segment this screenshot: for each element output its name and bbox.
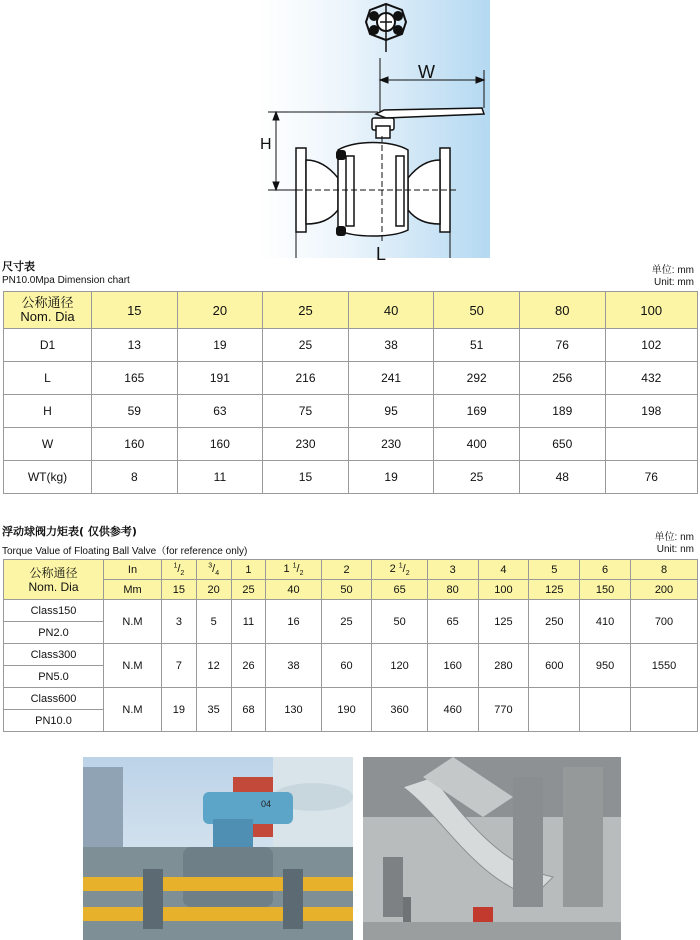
table-cell bbox=[529, 688, 580, 732]
table-cell: 950 bbox=[580, 644, 631, 688]
mm-size-cell: 125 bbox=[529, 580, 580, 600]
in-size-cell: 2 bbox=[321, 560, 372, 580]
lever bbox=[372, 108, 484, 138]
table-cell: 19 bbox=[177, 329, 263, 362]
table-cell: 160 bbox=[177, 428, 263, 461]
in-size-cell: 1 $^1/_2$ bbox=[266, 560, 321, 580]
dimension-title-cn: 尺寸表 bbox=[2, 260, 35, 273]
table-cell: 190 bbox=[321, 688, 372, 732]
size-cell: 50 bbox=[434, 292, 520, 329]
table-cell: 1550 bbox=[631, 644, 698, 688]
in-size-cell: 5 bbox=[529, 560, 580, 580]
table-cell: 65 bbox=[427, 600, 478, 644]
table-cell: 460 bbox=[427, 688, 478, 732]
table-cell: 280 bbox=[478, 644, 529, 688]
mm-size-cell: 100 bbox=[478, 580, 529, 600]
w-label: W bbox=[418, 62, 435, 82]
table-cell: 360 bbox=[372, 688, 427, 732]
l-label: L bbox=[376, 244, 387, 264]
table-cell: 59 bbox=[92, 395, 178, 428]
size-cell: 80 bbox=[519, 292, 605, 329]
unit-cell: N.M bbox=[104, 600, 162, 644]
table-cell: 230 bbox=[348, 428, 434, 461]
mm-size-cell: 25 bbox=[231, 580, 266, 600]
table-cell: 8 bbox=[92, 461, 178, 494]
row-label: D1 bbox=[4, 329, 92, 362]
in-size-cell: 4 bbox=[478, 560, 529, 580]
dimension-header-row bbox=[4, 292, 698, 329]
table-cell: 125 bbox=[478, 600, 529, 644]
valve-drawing bbox=[258, 0, 490, 264]
table-cell: 130 bbox=[266, 688, 321, 732]
table-cell: 11 bbox=[177, 461, 263, 494]
class-label: Class300 bbox=[4, 644, 104, 666]
table-cell: 256 bbox=[519, 362, 605, 395]
nom-dia-header bbox=[4, 292, 92, 329]
table-cell: 25 bbox=[434, 461, 520, 494]
in-label: In bbox=[104, 560, 162, 580]
table-cell: 26 bbox=[231, 644, 266, 688]
table-cell: 120 bbox=[372, 644, 427, 688]
in-size-cell: $^3/_4$ bbox=[196, 560, 231, 580]
table-cell: 216 bbox=[263, 362, 349, 395]
table-cell: 400 bbox=[434, 428, 520, 461]
table-cell: 68 bbox=[231, 688, 266, 732]
table-cell: 770 bbox=[478, 688, 529, 732]
handle-top-view bbox=[366, 4, 406, 52]
size-cell: 100 bbox=[605, 292, 697, 329]
table-row bbox=[4, 461, 698, 494]
mm-size-cell: 50 bbox=[321, 580, 372, 600]
table-cell: 38 bbox=[266, 644, 321, 688]
mm-size-cell: 65 bbox=[372, 580, 427, 600]
installation-photo-right-svg bbox=[363, 757, 621, 940]
unit-cell: N.M bbox=[104, 688, 162, 732]
class-label: Class600 bbox=[4, 688, 104, 710]
dimension-title-en: PN10.0Mpa Dimension chart bbox=[2, 275, 130, 286]
mm-label: Mm bbox=[104, 580, 162, 600]
in-size-cell: 1 bbox=[231, 560, 266, 580]
nom-dia-header-cn: 公称通径 bbox=[21, 295, 74, 310]
torque-unit-cn: 单位: nm bbox=[654, 532, 694, 543]
table-cell: 102 bbox=[605, 329, 697, 362]
torque-nom-dia-header bbox=[4, 560, 104, 600]
table-cell: 35 bbox=[196, 688, 231, 732]
size-cell: 25 bbox=[263, 292, 349, 329]
torque-unit-en: Unit: nm bbox=[656, 544, 694, 555]
table-cell: 16 bbox=[266, 600, 321, 644]
table-cell: 250 bbox=[529, 600, 580, 644]
table-row bbox=[4, 362, 698, 395]
table-row bbox=[4, 644, 698, 666]
table-cell: 25 bbox=[321, 600, 372, 644]
table-cell: 241 bbox=[348, 362, 434, 395]
table-cell: 5 bbox=[196, 600, 231, 644]
table-cell: 60 bbox=[321, 644, 372, 688]
nom-dia-header-en: Nom. Dia bbox=[20, 309, 75, 324]
table-cell bbox=[580, 688, 631, 732]
table-cell: 432 bbox=[605, 362, 697, 395]
table-cell: 76 bbox=[519, 329, 605, 362]
in-size-cell: 2 $^1/_2$ bbox=[372, 560, 427, 580]
table-cell: 48 bbox=[519, 461, 605, 494]
mm-size-cell: 200 bbox=[631, 580, 698, 600]
torque-table bbox=[3, 559, 698, 732]
installation-photo-left-svg bbox=[83, 757, 353, 940]
row-label: H bbox=[4, 395, 92, 428]
table-cell: 76 bbox=[605, 461, 697, 494]
torque-unit bbox=[655, 532, 694, 556]
table-cell: 650 bbox=[519, 428, 605, 461]
table-cell: 292 bbox=[434, 362, 520, 395]
table-cell: 13 bbox=[92, 329, 178, 362]
table-cell: 160 bbox=[92, 428, 178, 461]
table-cell: 189 bbox=[519, 395, 605, 428]
mm-size-cell: 15 bbox=[162, 580, 197, 600]
installation-photo-right bbox=[363, 757, 621, 940]
mm-size-cell: 40 bbox=[266, 580, 321, 600]
in-size-cell: 3 bbox=[427, 560, 478, 580]
class-label: Class150 bbox=[4, 600, 104, 622]
table-cell bbox=[631, 688, 698, 732]
table-cell: 15 bbox=[263, 461, 349, 494]
mm-size-cell: 80 bbox=[427, 580, 478, 600]
table-cell: 63 bbox=[177, 395, 263, 428]
in-size-cell: 8 bbox=[631, 560, 698, 580]
table-cell: 50 bbox=[372, 600, 427, 644]
in-size-cell: 6 bbox=[580, 560, 631, 580]
torque-nom-dia-en: Nom. Dia bbox=[28, 579, 79, 594]
table-cell: 160 bbox=[427, 644, 478, 688]
table-row bbox=[4, 600, 698, 622]
size-cell: 20 bbox=[177, 292, 263, 329]
table-cell: 95 bbox=[348, 395, 434, 428]
h-label: H bbox=[260, 136, 272, 153]
valve-body bbox=[288, 136, 458, 242]
mm-size-cell: 150 bbox=[580, 580, 631, 600]
table-cell: 165 bbox=[92, 362, 178, 395]
table-cell: 198 bbox=[605, 395, 697, 428]
pn-label: PN10.0 bbox=[4, 710, 104, 732]
table-cell: 12 bbox=[196, 644, 231, 688]
row-label: WT(kg) bbox=[4, 461, 92, 494]
unit-cell: N.M bbox=[104, 644, 162, 688]
table-cell: 11 bbox=[231, 600, 266, 644]
pn-label: PN2.0 bbox=[4, 622, 104, 644]
table-cell: 410 bbox=[580, 600, 631, 644]
table-cell: 169 bbox=[434, 395, 520, 428]
table-row bbox=[4, 395, 698, 428]
table-cell: 19 bbox=[348, 461, 434, 494]
table-cell: 191 bbox=[177, 362, 263, 395]
table-cell: 600 bbox=[529, 644, 580, 688]
table-cell: 19 bbox=[162, 688, 197, 732]
dimension-unit-en: Unit: mm bbox=[654, 277, 694, 288]
torque-nom-dia-cn: 公称通径 bbox=[29, 565, 78, 580]
table-row bbox=[4, 688, 698, 710]
table-cell: 700 bbox=[631, 600, 698, 644]
mm-size-cell: 20 bbox=[196, 580, 231, 600]
table-cell: 51 bbox=[434, 329, 520, 362]
table-cell: 3 bbox=[162, 600, 197, 644]
torque-mm-row bbox=[4, 580, 698, 600]
in-size-cell: $^1/_2$ bbox=[162, 560, 197, 580]
torque-in-row bbox=[4, 560, 698, 580]
row-label: L bbox=[4, 362, 92, 395]
torque-title-en: Torque Value of Floating Ball Valve（for reference only) bbox=[2, 546, 248, 557]
table-row bbox=[4, 329, 698, 362]
photo-left-text: 04 bbox=[261, 799, 272, 809]
dimension-unit-cn: 单位: mm bbox=[651, 265, 694, 276]
dimension-unit bbox=[652, 265, 694, 289]
row-label: W bbox=[4, 428, 92, 461]
installation-photo-left bbox=[83, 757, 353, 940]
table-cell bbox=[605, 428, 697, 461]
table-cell: 230 bbox=[263, 428, 349, 461]
size-cell: 15 bbox=[92, 292, 178, 329]
table-row bbox=[4, 428, 698, 461]
valve-drawing-svg bbox=[258, 0, 490, 258]
table-cell: 75 bbox=[263, 395, 349, 428]
table-cell: 25 bbox=[263, 329, 349, 362]
table-cell: 7 bbox=[162, 644, 197, 688]
torque-title-cn: 浮动球阀力矩表( 仅供参考) bbox=[2, 525, 137, 538]
pn-label: PN5.0 bbox=[4, 666, 104, 688]
size-cell: 40 bbox=[348, 292, 434, 329]
dimension-table bbox=[3, 291, 698, 494]
table-cell: 38 bbox=[348, 329, 434, 362]
